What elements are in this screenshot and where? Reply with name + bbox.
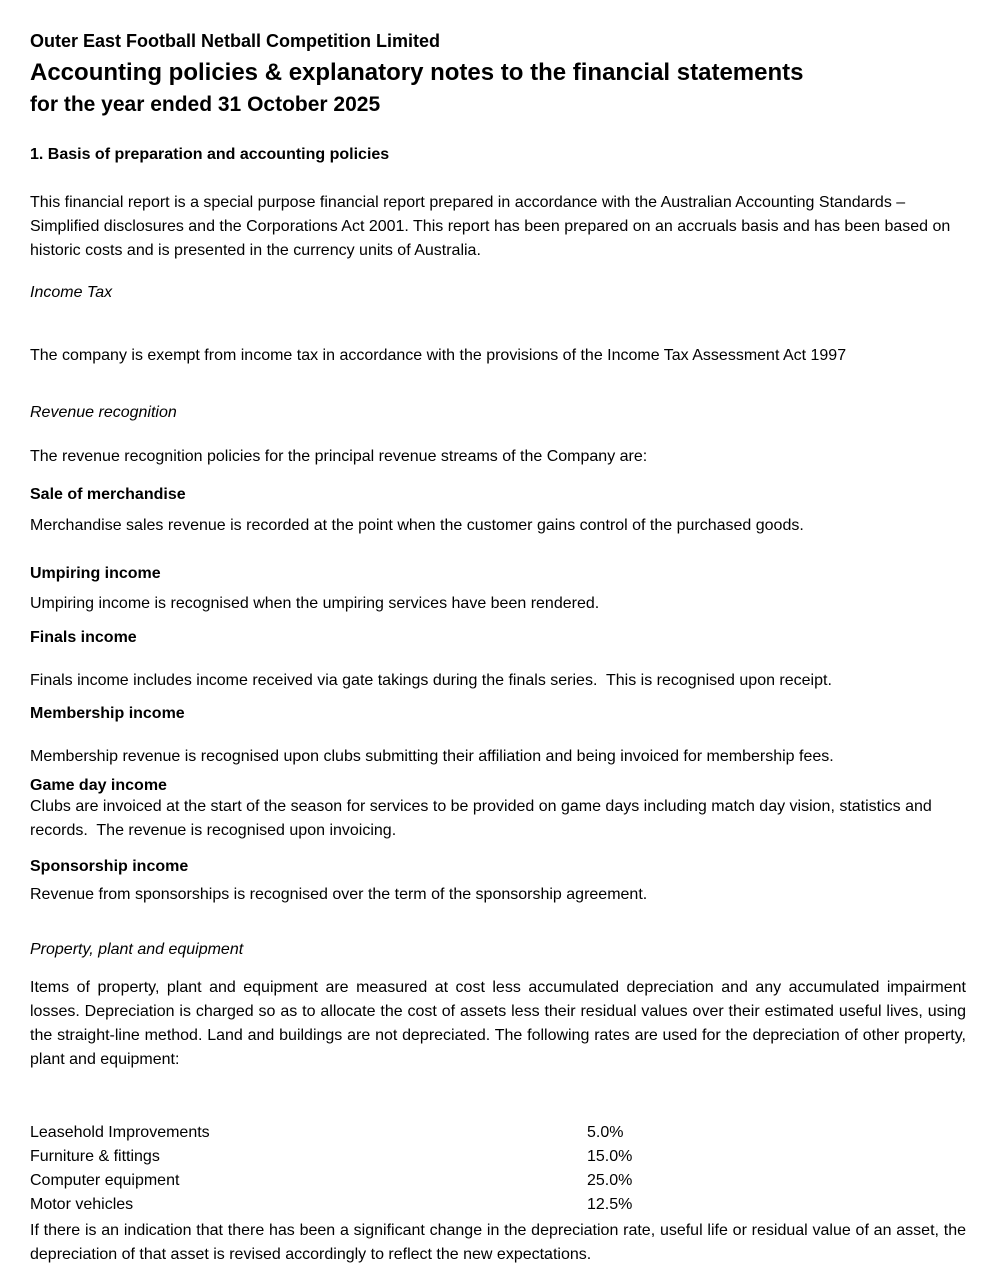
ppe-paragraph: Items of property, plant and equipment are measured at cost less accumulated depreciation and any accumulated impairment losses. Depreciation is charged so as to allocate the cost of assets less their residual values over their estimated useful lives, using the straight-line method. Land and buildings are not depreciated. The following rates are used for the depreciation of other property, plant and equipment: (30, 979, 966, 1068)
merchandise-heading: Sale of merchandise (30, 486, 186, 503)
rate-value: 25.0% (587, 1172, 633, 1189)
revenue-heading: Revenue recognition (30, 404, 177, 421)
rate-asset: Computer equipment (30, 1172, 180, 1189)
basis-paragraph: This financial report is a special purpose financial report prepared in accordance with the Australian Accounting Standards – Simplified disclosures and the Corporations Act 2001. This report has been prepared on an accruals basis and has been based on historic costs and is presented in the currency units of Australia. (30, 194, 951, 259)
sponsorship-text: Revenue from sponsorships is recognised over the term of the sponsorship agreement. (30, 886, 648, 903)
depreciation-rates-table (30, 1121, 650, 1217)
finals-heading: Finals income (30, 629, 137, 646)
page-title: Accounting policies & explanatory notes to the financial statements (30, 59, 804, 86)
sponsorship-heading: Sponsorship income (30, 858, 189, 875)
umpiring-text: Umpiring income is recognised when the umpiring services have been rendered. (30, 595, 600, 612)
gameday-text: Clubs are invoiced at the start of the season for services to be provided on game days including match day vision, statistics and records. The revenue is recognised upon invoicing. (30, 798, 937, 839)
income-tax-text: The company is exempt from income tax in accordance with the provisions of the Income Tax Assessment Act 1997 (30, 347, 847, 364)
membership-text: Membership revenue is recognised upon clubs submitting their affiliation and being invoiced for membership fees. (30, 748, 834, 765)
rate-value: 5.0% (587, 1124, 624, 1141)
finals-text: Finals income includes income received via gate takings during the finals series. This is recognised upon receipt. (30, 672, 832, 689)
membership-heading: Membership income (30, 705, 185, 722)
rate-row (30, 1121, 650, 1145)
rate-value: 15.0% (587, 1148, 633, 1165)
ppe-closing-paragraph: If there is an indication that there has been a significant change in the depreciation rate, useful life or residual value of an asset, the depreciation of that asset is revised accordingly to reflect the new expectations. (30, 1222, 966, 1263)
company-name: Outer East Football Netball Competition Limited (30, 31, 441, 51)
revenue-intro: The revenue recognition policies for the principal revenue streams of the Company are: (30, 448, 648, 465)
income-tax-heading: Income Tax (30, 284, 113, 301)
section-heading-basis: 1. Basis of preparation and accounting policies (30, 146, 390, 163)
rate-value: 12.5% (587, 1196, 633, 1213)
umpiring-heading: Umpiring income (30, 565, 161, 582)
rate-asset: Motor vehicles (30, 1196, 134, 1213)
gameday-heading: Game day income (30, 777, 167, 794)
merchandise-text: Merchandise sales revenue is recorded at the point when the customer gains control of the purchased goods. (30, 517, 804, 534)
rate-asset: Leasehold Improvements (30, 1124, 210, 1141)
rate-row (30, 1169, 650, 1193)
page-subtitle: for the year ended 31 October 2025 (30, 93, 381, 116)
ppe-heading: Property, plant and equipment (30, 941, 244, 958)
rate-row (30, 1145, 650, 1169)
rate-row (30, 1193, 650, 1217)
rate-asset: Furniture & fittings (30, 1148, 160, 1165)
